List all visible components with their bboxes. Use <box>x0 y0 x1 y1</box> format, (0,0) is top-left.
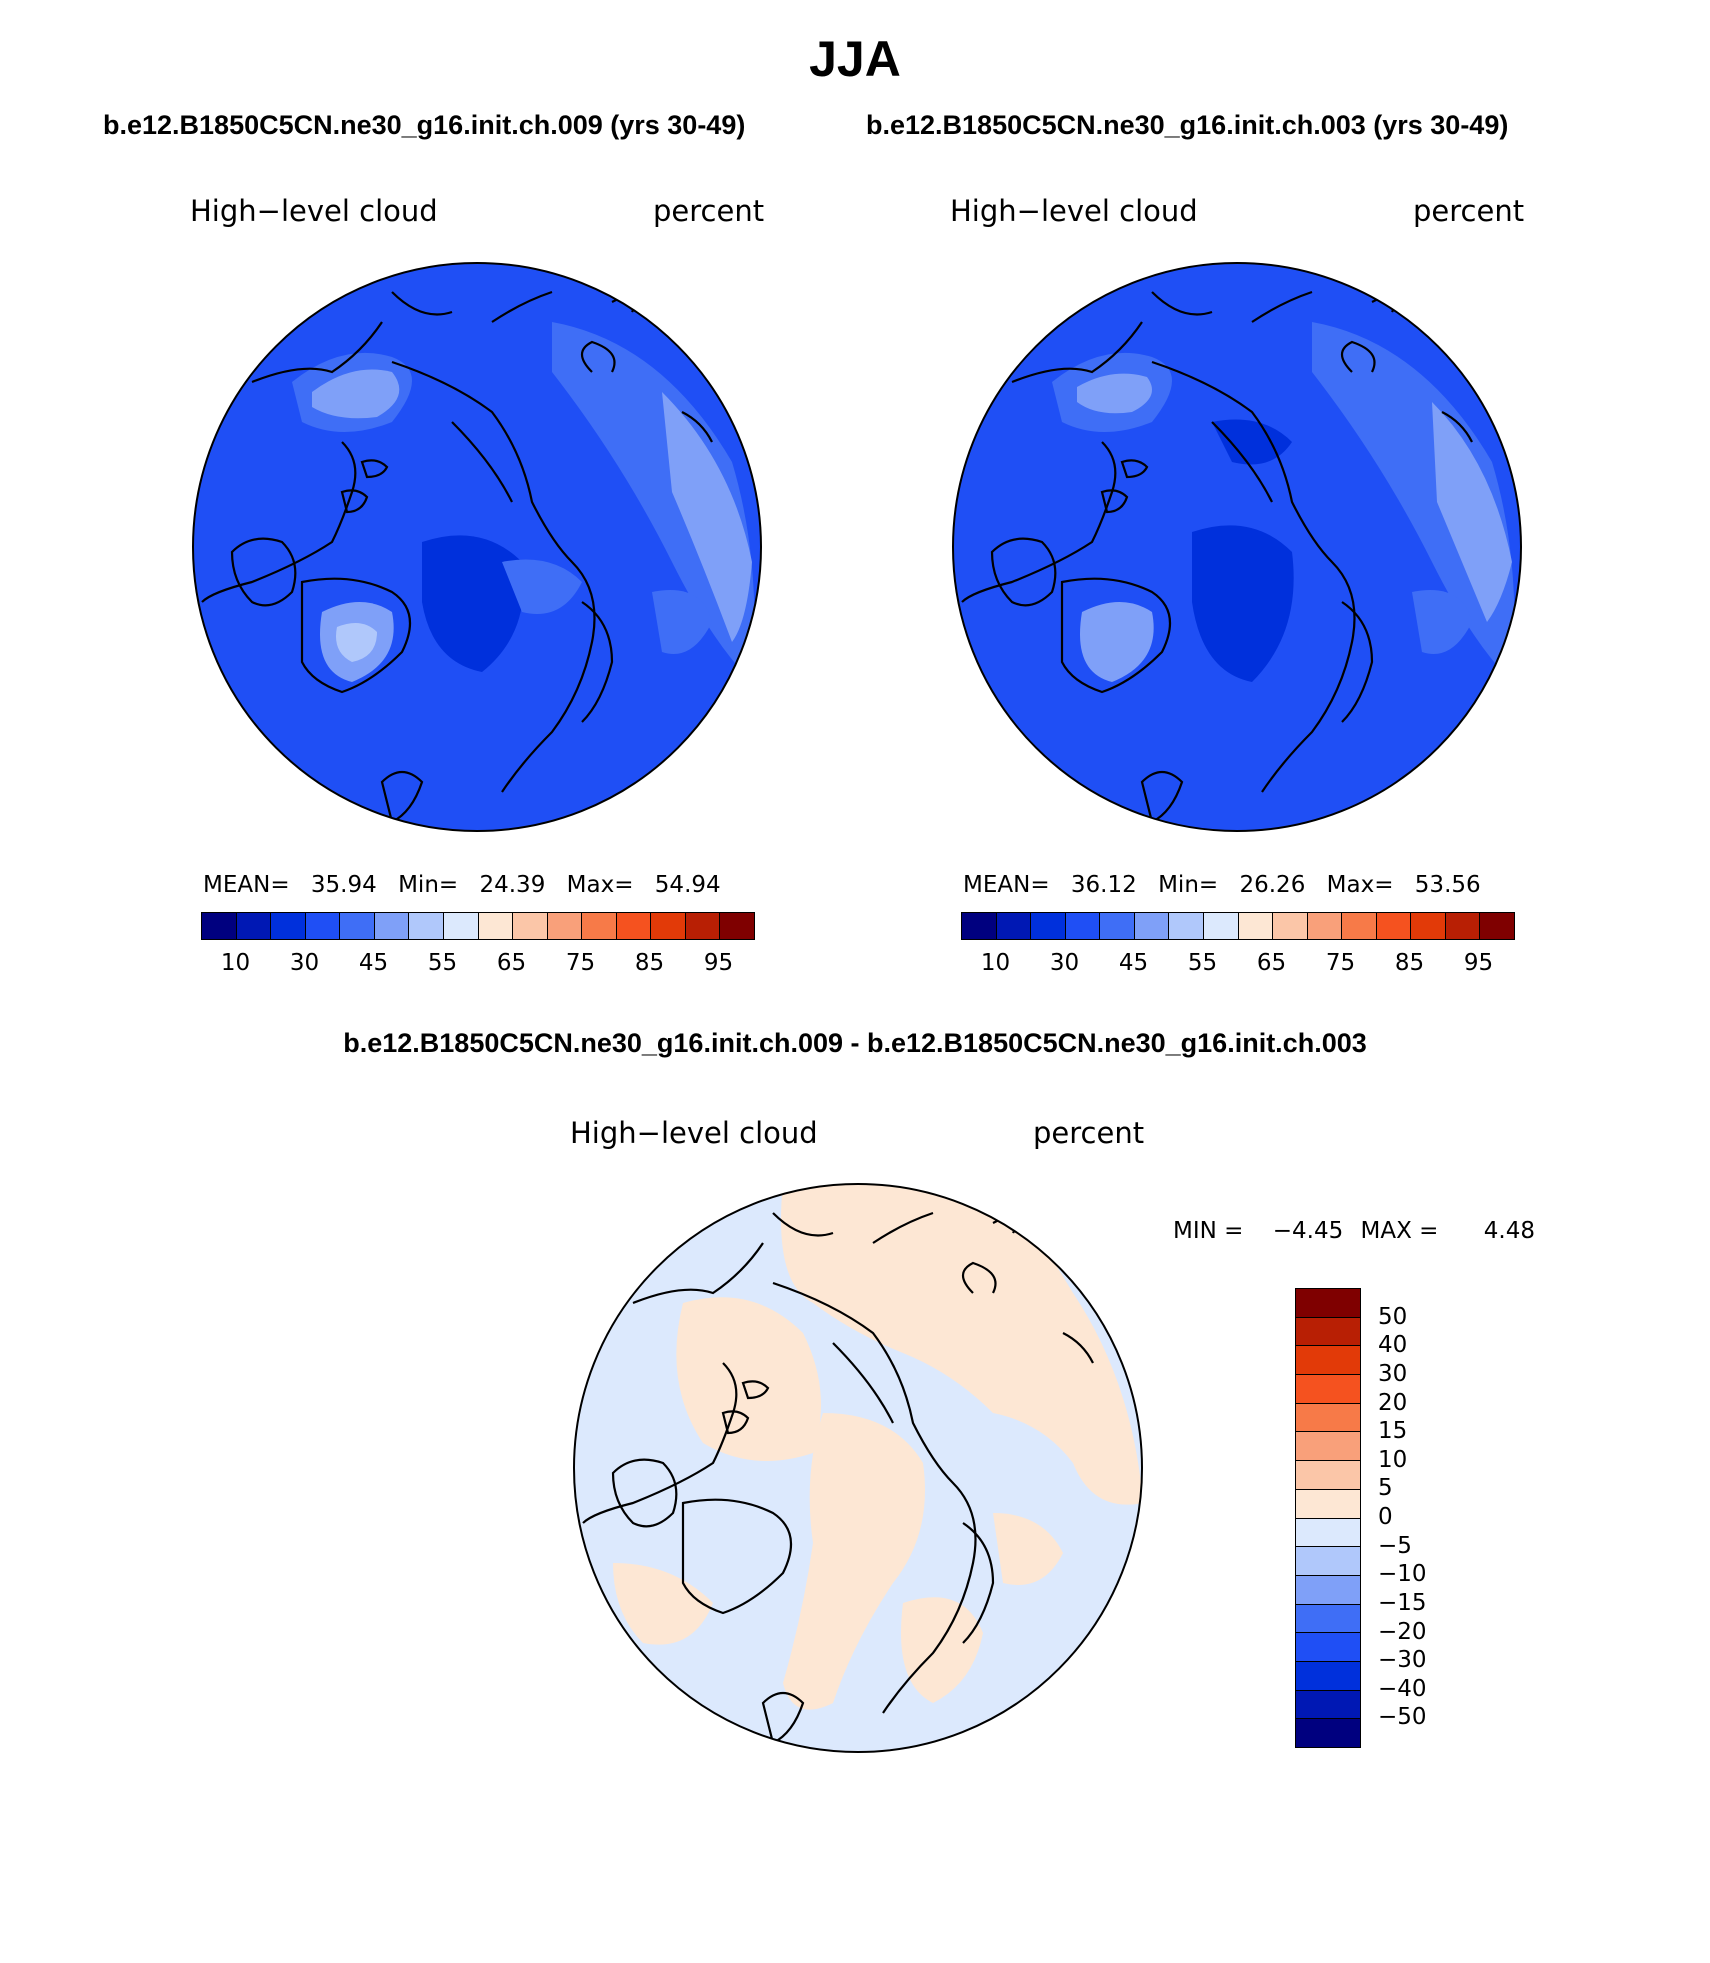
colorbar-difference <box>1295 1288 1361 1748</box>
colorbar-tick-label: 45 <box>1118 950 1149 976</box>
colorbar-tick-label: 15 <box>1378 1418 1408 1445</box>
panel1-max-label: Max= <box>566 872 634 898</box>
colorbar-tick-label: 40 <box>1378 1332 1408 1359</box>
colorbar-swatch <box>582 913 617 939</box>
colorbar-case1-labels <box>201 950 753 980</box>
colorbar-tick-label: 55 <box>427 950 458 976</box>
panel2-min-label: Min= <box>1158 872 1219 898</box>
colorbar-tick-label: 0 <box>1378 1504 1393 1530</box>
figure-title: JJA <box>809 31 901 87</box>
map-case2 <box>952 262 1522 832</box>
panel2-mean: 36.12 <box>1070 872 1137 898</box>
colorbar-tick-label: −50 <box>1378 1704 1427 1731</box>
colorbar-swatch <box>1296 1719 1360 1747</box>
colorbar-swatch <box>202 913 237 939</box>
colorbar-tick-label: 30 <box>1049 950 1080 976</box>
colorbar-tick-label: 55 <box>1187 950 1218 976</box>
colorbar-tick-label: 85 <box>634 950 665 976</box>
colorbar-swatch <box>375 913 410 939</box>
colorbar-tick-label: 65 <box>1256 950 1287 976</box>
colorbar-tick-label: 50 <box>1378 1303 1408 1330</box>
colorbar-swatch <box>1308 913 1343 939</box>
colorbar-swatch <box>720 913 754 939</box>
colorbar-swatch <box>617 913 652 939</box>
colorbar-tick-label: −30 <box>1378 1647 1427 1674</box>
diff-units: percent <box>1033 1116 1145 1150</box>
colorbar-swatch <box>513 913 548 939</box>
colorbar-swatch <box>1296 1461 1360 1490</box>
panel1-mean-label: MEAN= <box>203 872 290 898</box>
panel1-stats <box>203 872 721 898</box>
colorbar-tick-label: −20 <box>1378 1618 1427 1645</box>
colorbar-tick-label: 95 <box>703 950 734 976</box>
colorbar-swatch <box>340 913 375 939</box>
panel1-mean: 35.94 <box>310 872 377 898</box>
colorbar-swatch <box>1446 913 1481 939</box>
colorbar-swatch <box>1296 1605 1360 1634</box>
colorbar-tick-label: −10 <box>1378 1561 1427 1588</box>
diff-title: b.e12.B1850C5CN.ne30_g16.init.ch.009 - b.e12.B1850C5CN.ne30_g16.init.ch.003 <box>343 1028 1367 1058</box>
colorbar-swatch <box>1273 913 1308 939</box>
panel1-units: percent <box>653 194 765 228</box>
colorbar-swatch <box>1411 913 1446 939</box>
colorbar-tick-label: −40 <box>1378 1675 1427 1702</box>
colorbar-tick-label: −15 <box>1378 1589 1427 1616</box>
panel2-stats <box>963 872 1481 898</box>
panel1-variable: High−level cloud <box>190 194 438 228</box>
colorbar-swatch <box>1296 1519 1360 1548</box>
colorbar-swatch <box>962 913 997 939</box>
colorbar-swatch <box>1296 1318 1360 1347</box>
colorbar-swatch <box>409 913 444 939</box>
colorbar-tick-label: 45 <box>358 950 389 976</box>
diff-min-label: MIN = <box>1173 1218 1244 1244</box>
diff-stats <box>1173 1218 1535 1244</box>
diff-max: 4.48 <box>1483 1218 1535 1244</box>
colorbar-tick-label: 75 <box>1325 950 1356 976</box>
colorbar-swatch <box>237 913 272 939</box>
case1-title: b.e12.B1850C5CN.ne30_g16.init.ch.009 (yrs 30-49) <box>103 110 746 140</box>
colorbar-swatch <box>1100 913 1135 939</box>
colorbar-swatch <box>1342 913 1377 939</box>
colorbar-swatch <box>1135 913 1170 939</box>
case2-title: b.e12.B1850C5CN.ne30_g16.init.ch.003 (yrs 30-49) <box>866 110 1509 140</box>
colorbar-swatch <box>1296 1375 1360 1404</box>
panel2-mean-label: MEAN= <box>963 872 1050 898</box>
map-case1 <box>192 262 762 832</box>
colorbar-tick-label: 10 <box>220 950 251 976</box>
colorbar-swatch <box>1239 913 1274 939</box>
colorbar-swatch <box>1296 1404 1360 1433</box>
panel1-min: 24.39 <box>479 872 546 898</box>
panel1-max: 54.94 <box>654 872 721 898</box>
panel2-variable: High−level cloud <box>950 194 1198 228</box>
panel2-units: percent <box>1413 194 1525 228</box>
colorbar-difference-labels <box>1378 1288 1458 1746</box>
colorbar-swatch <box>271 913 306 939</box>
colorbar-tick-label: 5 <box>1378 1475 1393 1502</box>
colorbar-tick-label: 20 <box>1378 1389 1408 1416</box>
colorbar-swatch <box>997 913 1032 939</box>
colorbar-case1 <box>201 912 755 940</box>
colorbar-swatch <box>1377 913 1412 939</box>
colorbar-swatch <box>1296 1289 1360 1318</box>
panel2-max-label: Max= <box>1326 872 1394 898</box>
colorbar-swatch <box>1296 1547 1360 1576</box>
panel2-max: 53.56 <box>1414 872 1481 898</box>
colorbar-swatch <box>1204 913 1239 939</box>
colorbar-tick-label: 65 <box>496 950 527 976</box>
panel2-min: 26.26 <box>1239 872 1306 898</box>
colorbar-tick-label: −5 <box>1378 1532 1412 1559</box>
colorbar-tick-label: 95 <box>1463 950 1494 976</box>
colorbar-case2 <box>961 912 1515 940</box>
colorbar-tick-label: 10 <box>1378 1446 1408 1473</box>
colorbar-swatch <box>1031 913 1066 939</box>
colorbar-swatch <box>686 913 721 939</box>
colorbar-swatch <box>548 913 583 939</box>
panel1-min-label: Min= <box>398 872 459 898</box>
colorbar-swatch <box>479 913 514 939</box>
colorbar-swatch <box>306 913 341 939</box>
colorbar-swatch <box>444 913 479 939</box>
diff-min: −4.45 <box>1272 1218 1344 1244</box>
map-difference <box>573 1183 1143 1753</box>
diff-max-label: MAX = <box>1360 1218 1439 1244</box>
colorbar-tick-label: 10 <box>980 950 1011 976</box>
colorbar-swatch <box>1296 1576 1360 1605</box>
colorbar-tick-label: 30 <box>1378 1360 1408 1387</box>
colorbar-swatch <box>1296 1691 1360 1720</box>
colorbar-swatch <box>1296 1633 1360 1662</box>
colorbar-swatch <box>1066 913 1101 939</box>
diff-variable: High−level cloud <box>570 1116 818 1150</box>
colorbar-swatch <box>651 913 686 939</box>
colorbar-swatch <box>1296 1432 1360 1461</box>
colorbar-swatch <box>1296 1490 1360 1519</box>
colorbar-tick-label: 75 <box>565 950 596 976</box>
colorbar-case2-labels <box>961 950 1513 980</box>
colorbar-swatch <box>1480 913 1514 939</box>
colorbar-tick-label: 30 <box>289 950 320 976</box>
colorbar-tick-label: 85 <box>1394 950 1425 976</box>
colorbar-swatch <box>1296 1662 1360 1691</box>
colorbar-swatch <box>1296 1346 1360 1375</box>
colorbar-swatch <box>1169 913 1204 939</box>
